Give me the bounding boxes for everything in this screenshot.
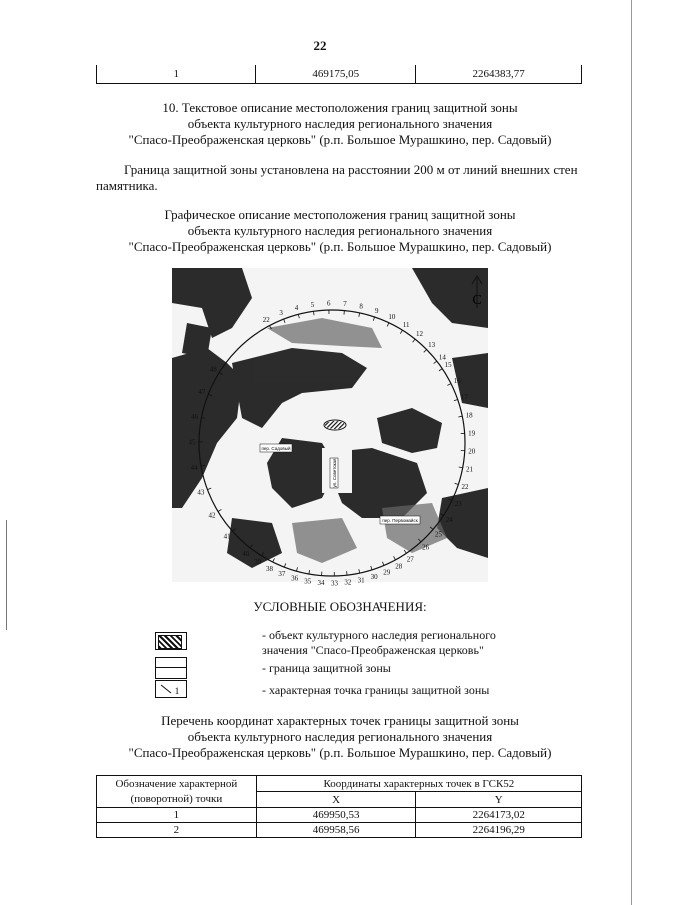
boundary-point-label: 29 [383, 568, 391, 577]
boundary-point-label: 23 [454, 500, 462, 509]
cell-num: 1 [97, 65, 256, 83]
legend-point-text: - характерная точка границы защитной зоны [262, 683, 490, 697]
coords-subtitle-1: объекта культурного наследия регионального значения [187, 729, 493, 744]
legend-boundary-icon [155, 657, 187, 679]
boundary-point-label: 44 [190, 463, 198, 472]
coords-head-x: X [256, 792, 416, 808]
boundary-point-label: 40 [242, 549, 250, 558]
boundary-point-label: 45 [188, 438, 196, 447]
legend-title: УСЛОВНЫЕ ОБОЗНАЧЕНИЯ: [253, 599, 427, 614]
table-row [97, 823, 582, 838]
row-x: 469958,56 [256, 823, 416, 838]
boundary-point-tick [373, 317, 374, 321]
boundary-point-label: 20 [468, 447, 476, 456]
boundary-point-label: 22 [262, 315, 270, 324]
boundary-point-label: 47 [198, 388, 206, 397]
street-label-sadovy: пер. Садовый [261, 446, 291, 451]
coords-head-point: Обозначение характерной (поворотной) точки [97, 776, 257, 808]
boundary-point-tick [284, 563, 285, 567]
boundary-point-tick [439, 369, 442, 371]
section-subtitle-2: "Спасо-Преображенская церковь" (р.п. Большое Мурашкино, пер. Садовый) [128, 132, 552, 147]
boundary-point-label: 8 [359, 302, 363, 311]
boundary-point-tick [313, 311, 314, 315]
boundary-point-label: 42 [208, 511, 216, 520]
boundary-point-tick [359, 313, 360, 317]
boundary-point-label: 28 [395, 562, 403, 571]
boundary-point-label: 34 [317, 579, 325, 588]
legend-point-icon [155, 680, 187, 698]
description-line-2: памятника. [96, 178, 158, 193]
north-letter: С [472, 293, 482, 308]
boundary-point-tick [359, 569, 360, 573]
boundary-point-tick [447, 384, 451, 386]
row-num: 1 [97, 808, 257, 823]
coords-head-system: Координаты характерных точек в ГСК52 [256, 776, 581, 792]
cell-y: 2264383,77 [416, 65, 582, 83]
boundary-point-tick [454, 399, 458, 400]
boundary-point-label: 10 [388, 312, 396, 321]
boundary-point-label: 27 [406, 555, 414, 564]
section-subtitle-1: объекта культурного наследия регионального значения [187, 116, 493, 131]
boundary-point-tick [455, 483, 459, 484]
top-table-fragment [96, 65, 582, 84]
boundary-point-label: 35 [304, 577, 312, 586]
boundary-point-label: 14 [438, 353, 446, 362]
boundary-point-label: 15 [444, 361, 452, 370]
boundary-point-label: 48 [209, 365, 217, 374]
boundary-point-label: 7 [343, 300, 347, 309]
boundary-point-tick [387, 323, 389, 327]
boundary-point-tick [273, 558, 275, 562]
boundary-point-label: 37 [278, 570, 286, 579]
boundary-point-label: 46 [191, 412, 199, 421]
description-line-1: Граница защитной зоны установлена на расстоянии 200 м от линий внешних стен [124, 162, 578, 177]
point-marker-icon [156, 681, 186, 697]
boundary-point-label: 39 [254, 558, 262, 567]
legend-boundary-text: - граница защитной зоны [262, 661, 391, 675]
boundary-point-label: 13 [428, 341, 436, 350]
street-label-pervomaysky: пер. Первомайск [382, 518, 418, 523]
table-row [97, 808, 582, 823]
boundary-point-label: 16 [453, 376, 461, 385]
boundary-point-label: 43 [197, 488, 205, 497]
boundary-point-tick [296, 567, 297, 571]
boundary-point-label: 18 [465, 411, 473, 420]
street-label-sovetskaya: ул. Советская [332, 458, 337, 488]
page-number: 22 [313, 38, 327, 53]
boundary-point-tick [434, 361, 437, 363]
row-num: 2 [97, 823, 257, 838]
boundary-point-tick [382, 562, 384, 566]
boundary-point-tick [284, 319, 285, 323]
boundary-point-label: 17 [460, 393, 468, 402]
boundary-point-tick [400, 330, 402, 333]
boundary-point-label: 11 [402, 320, 410, 329]
boundary-point-label: 22 [461, 483, 469, 492]
graphic-subtitle-2: "Спасо-Преображенская церковь" (р.п. Большое Мурашкино, пер. Садовый) [128, 239, 552, 254]
legend-object-icon [155, 632, 187, 650]
legend-object-line1: - объект культурного наследия регионального [262, 628, 496, 642]
boundary-point-tick [458, 416, 462, 417]
boundary-point-label: 25 [434, 530, 442, 539]
boundary-point-tick [309, 570, 310, 574]
protection-zone-map [172, 268, 488, 588]
boundary-point-tick [413, 339, 415, 342]
boundary-point-label: 33 [330, 579, 338, 588]
boundary-point-label: 36 [291, 574, 299, 583]
map-graphic [172, 268, 488, 588]
coords-head-y: Y [416, 792, 582, 808]
boundary-point-tick [459, 467, 463, 468]
boundary-point-label: 6 [326, 299, 331, 308]
legend-object-line2: значения "Спасо-Преображенская церковь" [262, 643, 484, 657]
row-y: 2264173,02 [416, 808, 582, 823]
boundary-point-tick [207, 488, 211, 489]
boundary-point-tick [404, 550, 406, 553]
boundary-point-label: 3 [279, 309, 283, 318]
coords-table [96, 775, 582, 838]
graphic-subtitle-1: объекта культурного наследия регионального значения [187, 223, 493, 238]
boundary-point-label: 9 [375, 306, 379, 315]
boundary-point-label: 32 [344, 578, 352, 587]
boundary-point-label: 38 [266, 564, 274, 573]
boundary-point-tick [298, 314, 299, 318]
boundary-point-label: 31 [357, 576, 365, 585]
boundary-point-label: 24 [445, 515, 453, 524]
coords-subtitle-2: "Спасо-Преображенская церковь" (р.п. Большое Мурашкино, пер. Садовый) [128, 745, 552, 760]
boundary-point-tick [218, 509, 221, 511]
graphic-title: Графическое описание местоположения границ защитной зоны [164, 207, 516, 222]
svg-text:1: 1 [174, 686, 180, 696]
boundary-point-label: 12 [415, 330, 423, 339]
boundary-point-tick [394, 556, 396, 560]
boundary-point-label: 41 [223, 532, 231, 541]
row-y: 2264196,29 [416, 823, 582, 838]
boundary-point-label: 21 [466, 465, 474, 474]
boundary-point-label: 30 [370, 573, 378, 582]
boundary-point-label: 19 [468, 429, 476, 438]
boundary-point-label: 5 [310, 300, 315, 309]
boundary-point-tick [371, 566, 372, 570]
row-x: 469950,53 [256, 808, 416, 823]
boundary-point-tick [424, 350, 427, 353]
section-title: 10. Текстовое описание местоположения границ защитной зоны [162, 100, 518, 115]
boundary-point-label: 26 [422, 543, 430, 552]
church-object-hatch [325, 421, 345, 429]
cell-x: 469175,05 [256, 65, 416, 83]
boundary-point-label: 4 [294, 304, 299, 313]
coords-title: Перечень координат характерных точек границы защитной зоны [161, 713, 519, 728]
